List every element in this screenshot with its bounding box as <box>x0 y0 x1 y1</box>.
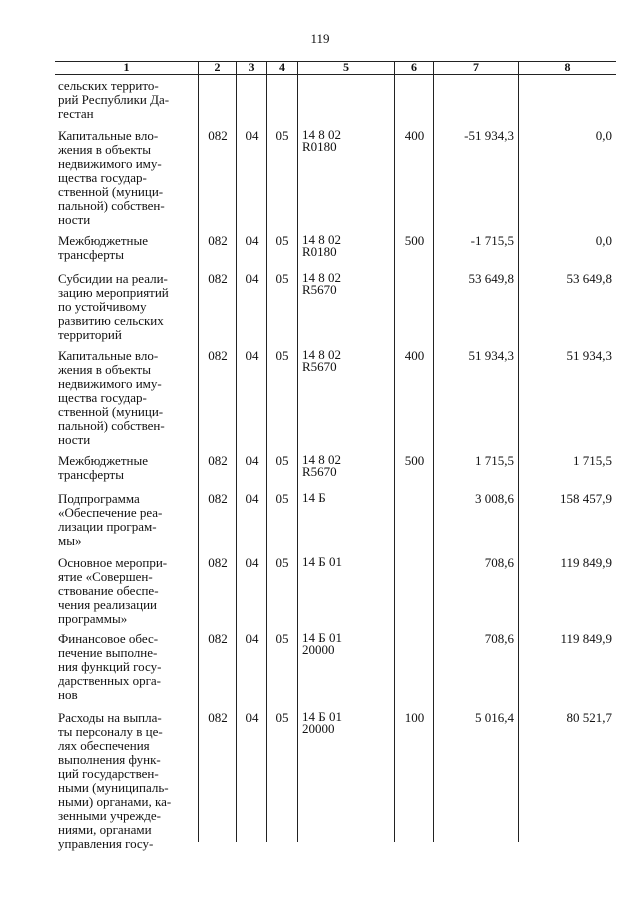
amount-col7-cell: -51 934,3 <box>464 128 514 143</box>
amount-col8-cell: 119 849,9 <box>560 555 612 570</box>
amount-col8-cell: 80 521,7 <box>566 710 612 725</box>
amount-col7-cell: 708,6 <box>484 555 514 570</box>
amount-col8-cell: 0,0 <box>595 233 612 248</box>
amount-col8-cell: 1 715,5 <box>573 453 612 468</box>
expense-type-cell: 500 <box>404 233 425 248</box>
section-cell: 04 <box>245 710 259 725</box>
subsection-cell: 05 <box>275 710 289 725</box>
target-article-cell: 14 8 02 R5670 <box>302 270 341 297</box>
subsection-cell: 05 <box>275 555 289 570</box>
section-cell: 04 <box>245 631 259 646</box>
amount-col7-cell: 1 715,5 <box>475 453 514 468</box>
target-article-cell: 14 8 02 R0180 <box>302 127 341 154</box>
subsection-cell: 05 <box>275 128 289 143</box>
target-article-cell: 14 8 02 R5670 <box>302 347 341 374</box>
header-bottom-border <box>55 74 616 75</box>
expense-type-cell: 400 <box>404 128 425 143</box>
subsection-cell: 05 <box>275 453 289 468</box>
ministry-code-cell: 082 <box>208 348 228 363</box>
section-cell: 04 <box>245 128 259 143</box>
expense-type-cell: 500 <box>404 453 425 468</box>
section-cell: 04 <box>245 555 259 570</box>
row-name-cell: Межбюджетные трансферты <box>58 453 148 482</box>
row-name-cell: Субсидии на реали- зацию мероприятий по устойчивому развитию сельских территорий <box>58 271 169 342</box>
amount-col8-cell: 51 934,3 <box>566 348 612 363</box>
amount-col7-cell: 53 649,8 <box>468 271 514 286</box>
row-name-cell: Подпрограмма «Обеспечение реа- лизации програм- мы» <box>58 491 163 548</box>
subsection-cell: 05 <box>275 631 289 646</box>
column-divider <box>297 61 298 842</box>
column-header: 6 <box>411 60 417 74</box>
subsection-cell: 05 <box>275 233 289 248</box>
amount-col7-cell: -1 715,5 <box>470 233 514 248</box>
ministry-code-cell: 082 <box>208 453 228 468</box>
column-divider <box>518 61 519 842</box>
amount-col7-cell: 708,6 <box>484 631 514 646</box>
column-header: 4 <box>279 60 285 74</box>
ministry-code-cell: 082 <box>208 128 228 143</box>
amount-col8-cell: 119 849,9 <box>560 631 612 646</box>
target-article-cell: 14 8 02 R0180 <box>302 232 341 259</box>
subsection-cell: 05 <box>275 491 289 506</box>
ministry-code-cell: 082 <box>208 491 228 506</box>
section-cell: 04 <box>245 453 259 468</box>
amount-col8-cell: 53 649,8 <box>566 271 612 286</box>
target-article-cell: 14 Б <box>302 490 326 505</box>
column-divider <box>394 61 395 842</box>
ministry-code-cell: 082 <box>208 631 228 646</box>
column-header: 1 <box>123 60 130 74</box>
column-header: 5 <box>343 60 349 74</box>
amount-col8-cell: 0,0 <box>595 128 612 143</box>
target-article-cell: 14 Б 01 20000 <box>302 630 342 657</box>
target-article-cell: 14 Б 01 20000 <box>302 709 342 736</box>
section-cell: 04 <box>245 491 259 506</box>
column-header: 8 <box>564 60 571 74</box>
subsection-cell: 05 <box>275 348 289 363</box>
row-name-cell: Капитальные вло- жения в объекты недвижимого иму- щества государ- ственной (муници- пальной) собствен- ности <box>58 348 165 447</box>
section-cell: 04 <box>245 233 259 248</box>
page-number: 119 <box>310 31 330 46</box>
ministry-code-cell: 082 <box>208 710 228 725</box>
row-name-cell: сельских террито- рий Республики Да- гестан <box>58 78 170 121</box>
row-name-cell: Основное меропри- ятие «Совершен- ствование обеспе- чения реализации программы» <box>58 555 168 626</box>
column-divider <box>198 61 199 842</box>
amount-col8-cell: 158 457,9 <box>560 491 612 506</box>
column-header: 2 <box>214 60 221 74</box>
subsection-cell: 05 <box>275 271 289 286</box>
ministry-code-cell: 082 <box>208 555 228 570</box>
row-name-cell: Межбюджетные трансферты <box>58 233 148 262</box>
row-name-cell: Финансовое обес- печение выполне- ния функций госу- дарственных орга- нов <box>58 631 162 702</box>
expense-type-cell: 400 <box>404 348 425 363</box>
target-article-cell: 14 8 02 R5670 <box>302 452 341 479</box>
ministry-code-cell: 082 <box>208 271 228 286</box>
expense-type-cell: 100 <box>404 710 425 725</box>
section-cell: 04 <box>245 348 259 363</box>
row-name-cell: Капитальные вло- жения в объекты недвижимого иму- щества государ- ственной (муници- пальной) собствен- ности <box>58 128 165 227</box>
target-article-cell: 14 Б 01 <box>302 554 342 569</box>
amount-col7-cell: 5 016,4 <box>475 710 514 725</box>
amount-col7-cell: 51 934,3 <box>468 348 514 363</box>
ministry-code-cell: 082 <box>208 233 228 248</box>
row-name-cell: Расходы на выпла- ты персоналу в це- лях обеспечения выполнения функ- ций государствен- ными (муниципаль- ными) органами, ка- зенными учрежде- ниями, органами управления госу- <box>58 710 172 851</box>
amount-col7-cell: 3 008,6 <box>475 491 514 506</box>
column-header: 3 <box>248 60 255 74</box>
section-cell: 04 <box>245 271 259 286</box>
column-header: 7 <box>473 60 479 74</box>
